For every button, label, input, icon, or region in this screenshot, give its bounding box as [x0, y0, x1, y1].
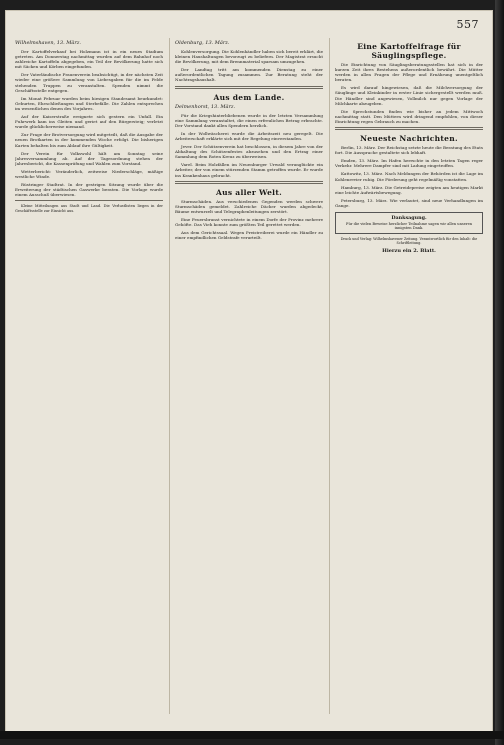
section-rule — [335, 127, 483, 130]
small-notice-text: Kleine Mitteilungen aus Stadt und Land. Die Verlustlisten liegen in der Geschäftsstelle zur Einsicht aus. — [15, 204, 163, 213]
scanner-bottom-strip — [0, 731, 504, 739]
section-heading-aus-dem-lande: Aus dem Lande. — [213, 92, 285, 102]
article-paragraph: Wetterbericht: Veränderlich, zeitweise Niederschläge, mäßige westliche Winde. — [15, 168, 163, 179]
article-paragraph: Der Verein für Volkswohl hält am Sonntag seine Jahresversammlung ab. Auf der Tagesordnung stehen der Jahresbericht, die Kassenprüfung und Wahlen zum Vorstand. — [15, 150, 163, 166]
article-paragraph: Rüstringer Stadtrat. In der gestrigen Sitzung wurde über die Erweiterung der städtischen Gaswerke beraten. Die Vorlage wurde einem Ausschuß überwiesen. — [15, 182, 163, 198]
article-paragraph: Aus dem Gerichtssaal. Wegen Preistreiberei wurde ein Händler zu einer empfindlichen Geldstrafe verurteilt. — [175, 230, 323, 241]
article-paragraph: In der Wollwäscherei wurde die Arbeitszeit neu geregelt. Die Arbeiterschaft erklärte sich mit der Regelung einverstanden. — [175, 130, 323, 141]
column-3 — [329, 38, 483, 714]
column-2-dateline: Delmenhorst, 13. März. — [175, 103, 236, 110]
danksagung-title: Danksagung. — [391, 214, 427, 221]
page-edge-shadow — [495, 0, 504, 745]
newspaper-page — [5, 10, 493, 734]
article-paragraph: Kohlenversorgung. Die Kohlenhändler haben sich bereit erklärt, die kleinen Haushaltungen bevorzugt zu beliefern. Der Magistrat ersucht die Bevölkerung, mit dem Brennmaterial sparsam umzugehen. — [175, 49, 323, 65]
article-paragraph: Varel. Beim Holzfällen im Neuenburger Urwald verunglückte ein Arbeiter, der von einem stürzenden Stamm getroffen wurde. Er wurde ins Krankenhaus gebracht. — [175, 162, 323, 178]
article-paragraph: Die Sprechstunden finden wie bisher an jedem Mittwoch nachmittag statt. Den Müttern wird dringend empfohlen, von dieser Einrichtung regen Gebrauch zu machen. — [335, 108, 483, 124]
article-paragraph: Sturmschäden. Aus verschiedenen Gegenden werden schwere Sturmschäden gemeldet. Zahlreiche Dächer wurden abgedeckt, Bäume entwurzelt und Telegraphenleitungen zerstört. — [175, 198, 323, 214]
article-paragraph: Jever. Der Schützenverein hat beschlossen, in diesem Jahre von der Abhaltung des Schützenfestes abzusehen und den Ertrag einer Sammlung dem Roten Kreuz zu überweisen. — [175, 144, 323, 160]
article-paragraph: Eine Feuersbrunst vernichtete in einem Dorfe der Provinz mehrere Gehöfte. Das Vieh konnte zum größten Teil gerettet werden. — [175, 216, 323, 227]
article-paragraph: Im Monat Februar wurden beim hiesigen Standesamt beurkundet: Geburten, Eheschließungen und Sterbefälle. Die Zahlen entsprechen im wesentlichen denen des Vorjahres. — [15, 95, 163, 111]
section-heading-saeuglingspflege: Eine Kartoffelfrage für Säuglingspflege. — [357, 42, 461, 60]
article-paragraph: Auf der Kaiserstraße ereignete sich gestern ein Unfall. Ein Fuhrwerk kam ins Gleiten und geriet auf den Bürgersteig; verletzt wurde glücklicherweise niemand. — [15, 114, 163, 130]
page-number: 557 — [456, 18, 479, 31]
column-2-dateline-top: Oldenburg, 13. März. — [175, 40, 230, 46]
footer-note: Hierzu ein 2. Blatt. — [382, 247, 436, 254]
article-paragraph: Zur Frage der Brotversorgung wird mitgeteilt, daß die Ausgabe der neuen Brotkarten in der kommenden Woche erfolgt. Die bisherigen Karten behalten bis zum Ablauf ihre Gültigkeit. — [15, 132, 163, 148]
imprint: Druck und Verlag: Wilhelmshavener Zeitung. Verantwortlich für den Inhalt: die Schriftleitung. — [340, 236, 478, 245]
article-paragraph: Der Kartoffelverkauf bei Holzmann ist in ein neues Stadium getreten. Am Donnerstag nachmittag wurden auf dem Bahnhof noch zahlreiche Kartoffeln abgegeben, ein Teil der Bevölkerung hatte sich mit Säcken und Körben eingefunden. — [15, 49, 163, 70]
danksagung-box — [335, 212, 483, 234]
article-paragraph: Der Landtag tritt am kommenden Dienstag zu einer außerordentlichen Tagung zusammen. Zur Beratung steht der Nachtragshaushalt. — [175, 67, 323, 83]
article-paragraph: Für die Kriegshinterbliebenen wurde in der letzten Versammlung eine Sammlung veranstaltet, die einen erfreulichen Betrag erbrachte. Der Vorstand dankt allen Spendern herzlich. — [175, 112, 323, 128]
article-paragraph: Hamburg, 13. März. Die Getreidepreise zeigten am heutigen Markt eine leichte Aufwärtsbewegung. — [335, 184, 483, 195]
section-rule — [175, 181, 323, 184]
article-paragraph: Berlin, 13. März. Der Reichstag setzte heute die Beratung des Etats fort. Die Aussprache gestaltete sich lebhaft. — [335, 145, 483, 156]
article-paragraph: Emden, 13. März. Im Hafen herrschte in den letzten Tagen reger Verkehr. Mehrere Dampfer sind mit Ladung eingetroffen. — [335, 158, 483, 169]
article-paragraph: Es wird darauf hingewiesen, daß die Milchversorgung der Säuglinge und Kleinkinder in erster Linie sichergestellt werden muß. Die Händler sind angewiesen, Vollmilch nur gegen Vorlage der Milchkarte abzugeben. — [335, 85, 483, 106]
article-paragraph: Der Vaterländische Frauenverein beabsichtigt, in der nächsten Zeit wieder eine größere Sammlung von Liebesgaben für die im Felde stehenden Truppen zu veranstalten. Spenden nimmt die Geschäftsstelle entgegen. — [15, 72, 163, 93]
article-paragraph: Kattowitz, 13. März. Nach Meldungen der Behörden ist die Lage im Kohlenrevier ruhig. Die Förderung geht regelmäßig vonstatten. — [335, 171, 483, 182]
text-columns — [15, 38, 483, 714]
column-divider-rule — [15, 200, 163, 201]
section-heading-aus-aller-welt: Aus aller Welt. — [215, 187, 282, 197]
column-2 — [169, 38, 323, 714]
column-1-dateline: Wilhelmshaven, 13. März. — [15, 40, 81, 46]
article-paragraph: Die Einrichtung von Säuglingsberatungsstellen hat sich in der kurzen Zeit ihres Bestehens außerordentlich bewährt. Die Mütter werden in allen Fragen der Pflege und Ernährung unentgeltlich beraten. — [335, 62, 483, 83]
section-rule — [175, 86, 323, 89]
danksagung-body: Für die vielen Beweise herzlicher Teilnahme sagen wir allen unseren innigsten Dank. — [345, 221, 473, 231]
column-1 — [15, 38, 163, 714]
article-paragraph: Petersburg, 13. März. Wie verlautet, sind neue Verhandlungen im Gange. — [335, 197, 483, 208]
small-notice-block — [15, 204, 163, 213]
section-heading-neueste-nachrichten: Neueste Nachrichten. — [360, 134, 458, 144]
